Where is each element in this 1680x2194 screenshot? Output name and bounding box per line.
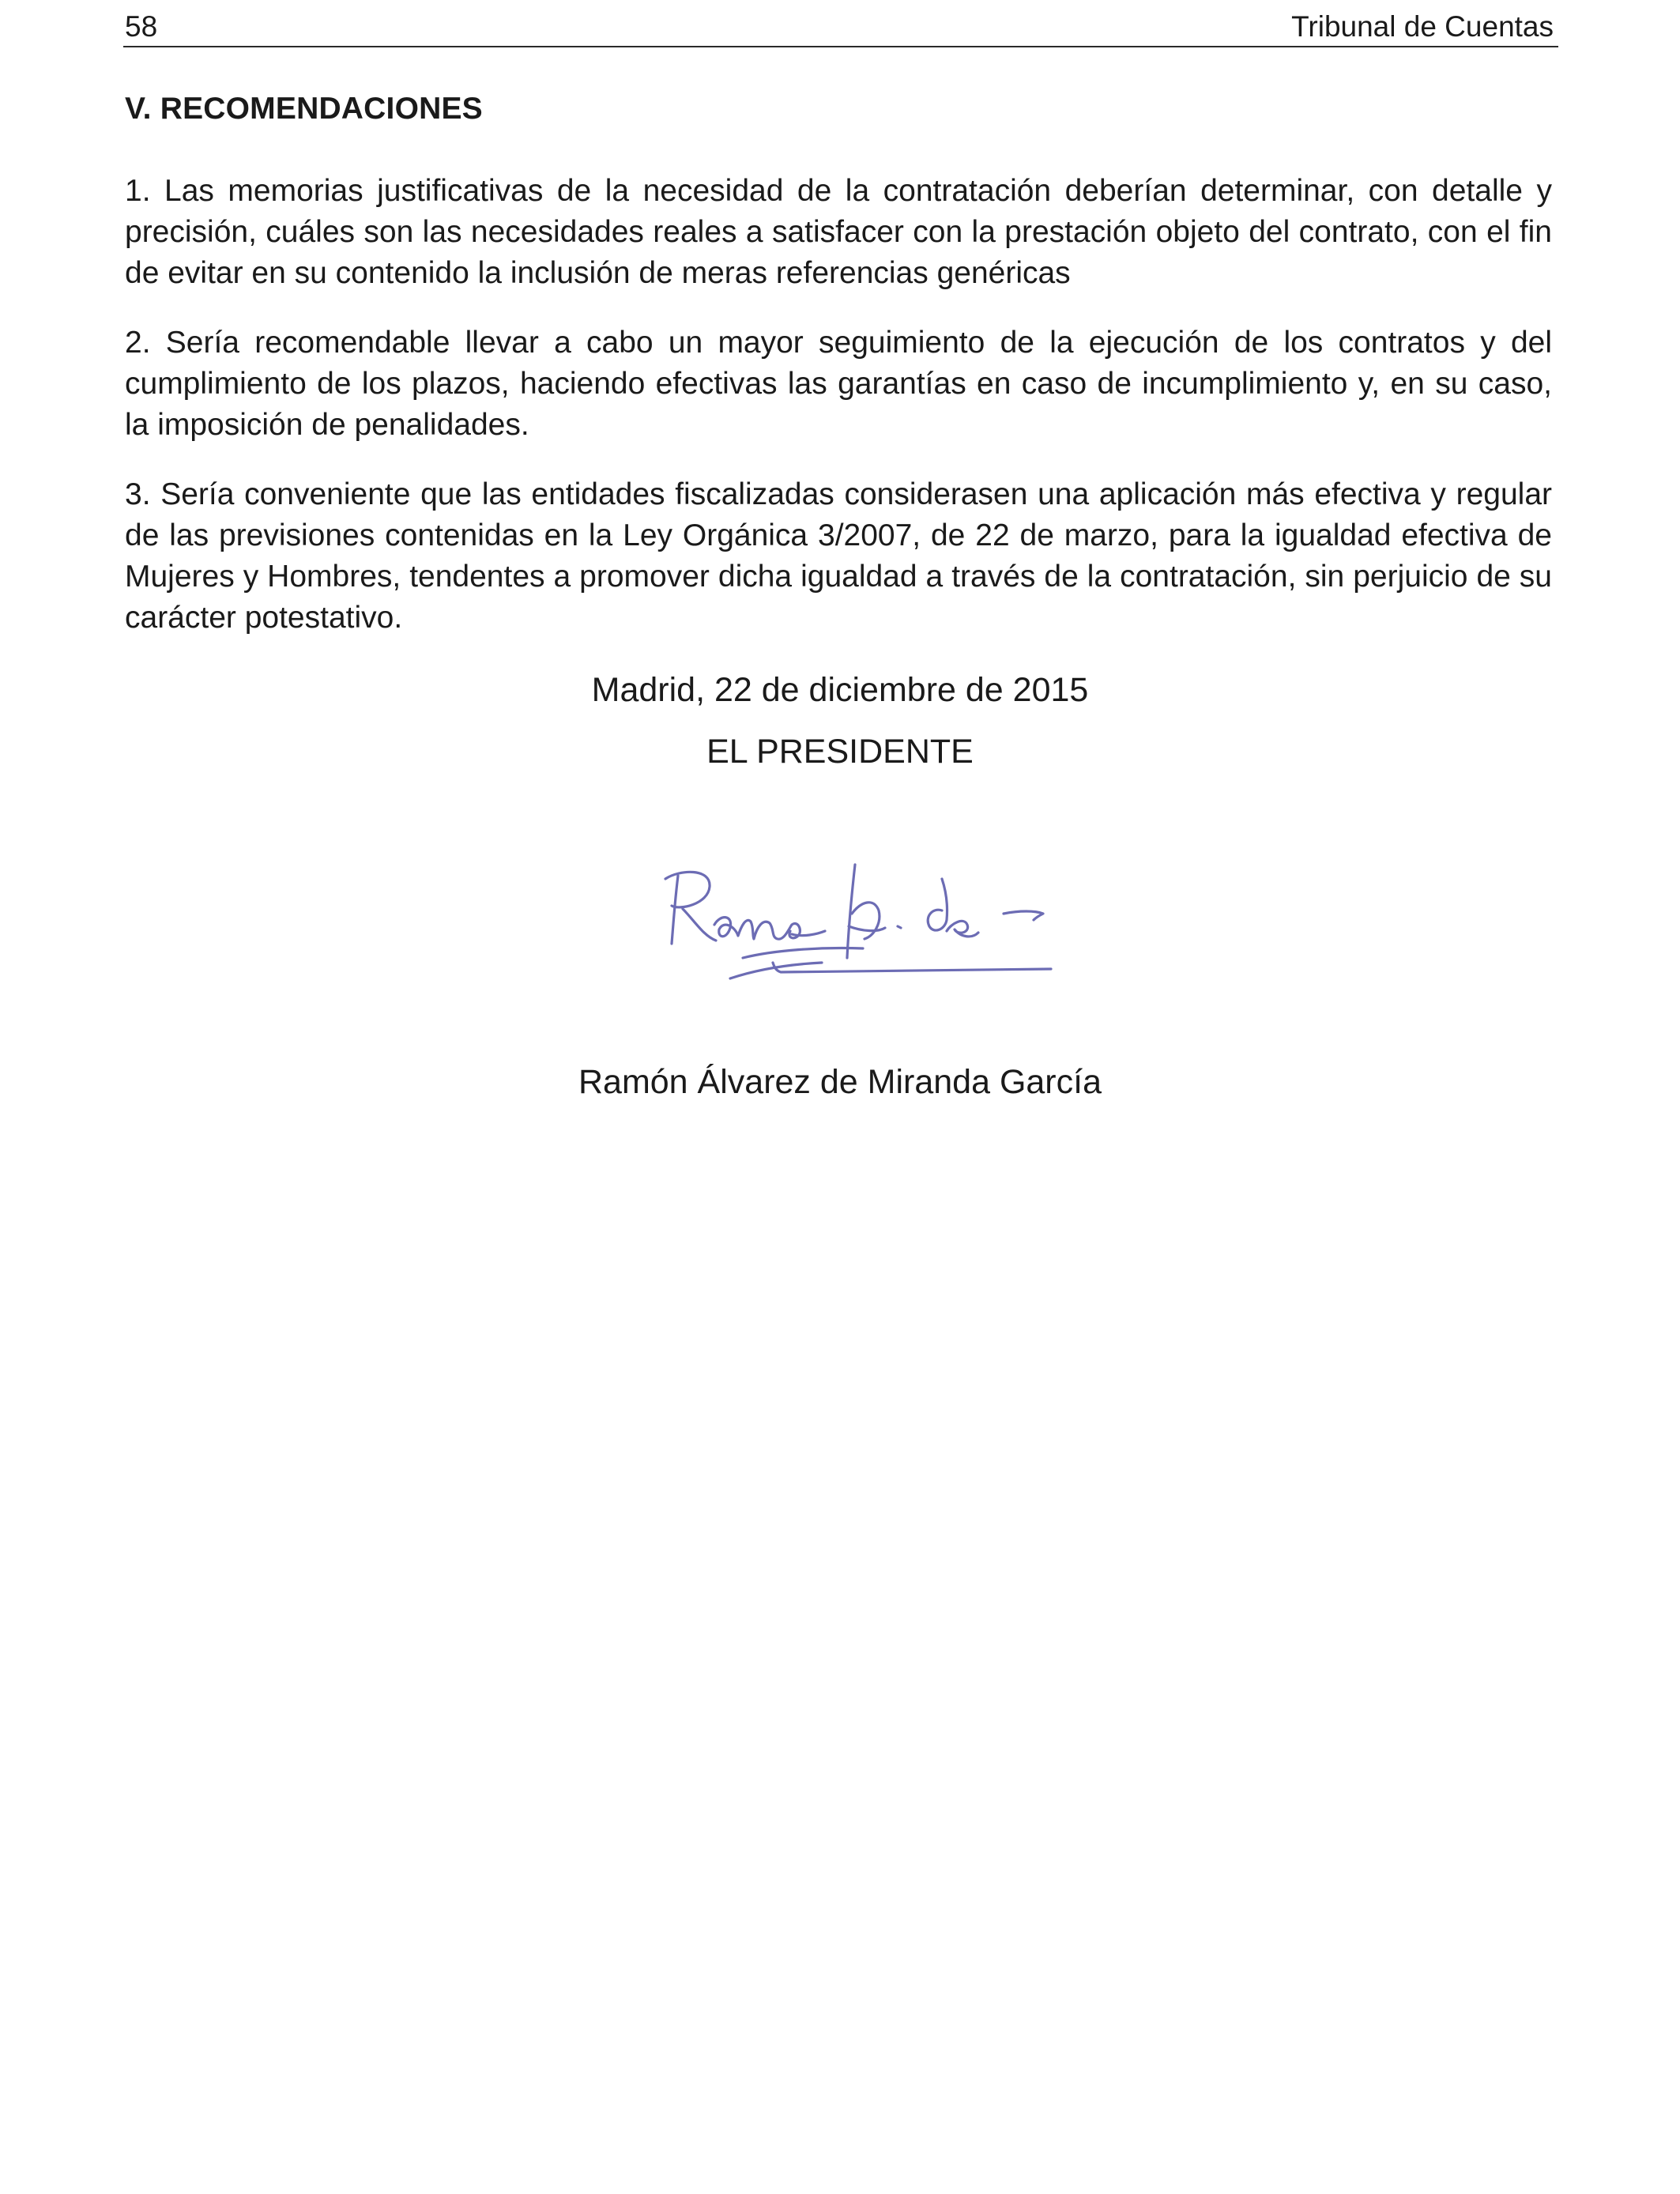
recommendation-1: 1. Las memorias justificativas de la necesidad de la contratación deberían determinar, con detalle y precisión, cuáles son las necesidades reales a satisfacer con la prestación objeto del contrato, con el fin de evitar en su contenido la inclusión de meras referencias genéricas bbox=[125, 174, 1552, 290]
page-number: 58 bbox=[125, 10, 158, 43]
place-and-date: Madrid, 22 de diciembre de 2015 bbox=[591, 671, 1089, 709]
running-head: Tribunal de Cuentas bbox=[1291, 10, 1554, 43]
signatory-name: Ramón Álvarez de Miranda García bbox=[578, 1063, 1102, 1101]
recommendation-2: 2. Sería recomendable llevar a cabo un mayor seguimiento de la ejecución de los contratos y del cumplimiento de los plazos, haciendo efectivas las garantías en caso de incumplimiento y, en su caso, la imposición de penalidades. bbox=[125, 326, 1552, 442]
recommendation-3: 3. Sería conveniente que las entidades fiscalizadas considerasen una aplicación más efectiva y regular de las previsiones contenidas en la Ley Orgánica 3/2007, de 22 de marzo, para la igualdad efectiva de Mujeres y Hombres, tendentes a promover dicha igualdad a través de la contratación, sin perjuicio de su carácter potestativo. bbox=[125, 477, 1552, 635]
page-header bbox=[123, 6, 1558, 47]
handwritten-signature bbox=[648, 838, 1059, 1020]
section-title: V. RECOMENDACIONES bbox=[125, 92, 483, 126]
signatory-role: EL PRESIDENTE bbox=[706, 733, 974, 771]
